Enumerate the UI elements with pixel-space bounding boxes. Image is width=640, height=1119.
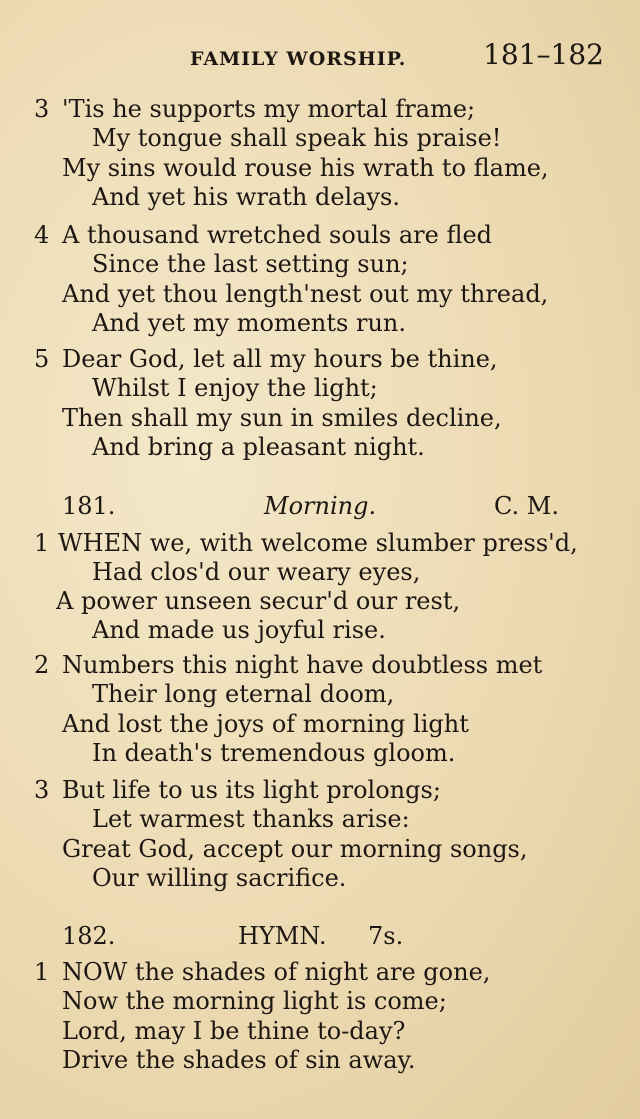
verse-line: And yet my moments run. xyxy=(92,309,406,337)
verse-line: Now the morning light is come; xyxy=(62,987,447,1015)
running-header xyxy=(190,38,610,74)
verse-line: A thousand wretched souls are fled xyxy=(62,221,493,249)
verse-line: Since the last setting sun; xyxy=(92,250,409,278)
verse-line: Great God, accept our morning songs, xyxy=(62,835,528,863)
page-range: 181–182 xyxy=(483,38,604,71)
hymn-number: 181. xyxy=(62,492,116,520)
verse-line: Dear God, let all my hours be thine, xyxy=(62,345,498,373)
verse-line: Their long eternal doom, xyxy=(92,680,395,708)
verse-line: And yet his wrath delays. xyxy=(92,183,401,211)
stanza-number: 3 xyxy=(34,776,50,804)
hymn-title: HYMN. xyxy=(238,922,327,950)
running-title: FAMILY WORSHIP. xyxy=(190,48,407,70)
verse-line: My tongue shall speak his praise! xyxy=(92,124,502,152)
verse-line: My sins would rouse his wrath to flame, xyxy=(62,154,549,182)
verse-line: Numbers this night have doubtless met xyxy=(62,651,543,679)
stanza-number: 1 xyxy=(34,958,50,986)
hymn-meter: C. M. xyxy=(494,492,559,520)
verse-line: Our willing sacrifice. xyxy=(92,864,347,892)
hymn-meter: 7s. xyxy=(368,922,404,950)
verse-line: In death's tremendous gloom. xyxy=(92,739,456,767)
verse-line: Whilst I enjoy the light; xyxy=(92,374,378,402)
hymn-number: 182. xyxy=(62,922,116,950)
stanza-number: 3 xyxy=(34,95,50,123)
stanza-number: 4 xyxy=(34,221,50,249)
verse-line: Then shall my sun in smiles decline, xyxy=(62,404,502,432)
stanza-number: 2 xyxy=(34,651,50,679)
stanza-number: 1 xyxy=(34,529,50,557)
verse-line: But life to us its light prolongs; xyxy=(62,776,441,804)
verse-line: And bring a pleasant night. xyxy=(92,433,425,461)
verse-line: WHEN we, with welcome slumber press'd, xyxy=(58,529,578,557)
verse-line: Drive the shades of sin away. xyxy=(62,1046,416,1074)
verse-line: Had clos'd our weary eyes, xyxy=(92,558,421,586)
verse-line: A power unseen secur'd our rest, xyxy=(56,587,461,615)
verse-line: And lost the joys of morning light xyxy=(62,710,469,738)
verse-line: And made us joyful rise. xyxy=(92,616,386,644)
verse-line: 'Tis he supports my mortal frame; xyxy=(62,95,476,123)
verse-line: And yet thou length'nest out my thread, xyxy=(62,280,549,308)
verse-line: NOW the shades of night are gone, xyxy=(62,958,491,986)
stanza-number: 5 xyxy=(34,345,50,373)
verse-line: Lord, may I be thine to-day? xyxy=(62,1017,406,1045)
hymn-title: Morning. xyxy=(264,492,377,520)
verse-line: Let warmest thanks arise: xyxy=(92,805,410,833)
